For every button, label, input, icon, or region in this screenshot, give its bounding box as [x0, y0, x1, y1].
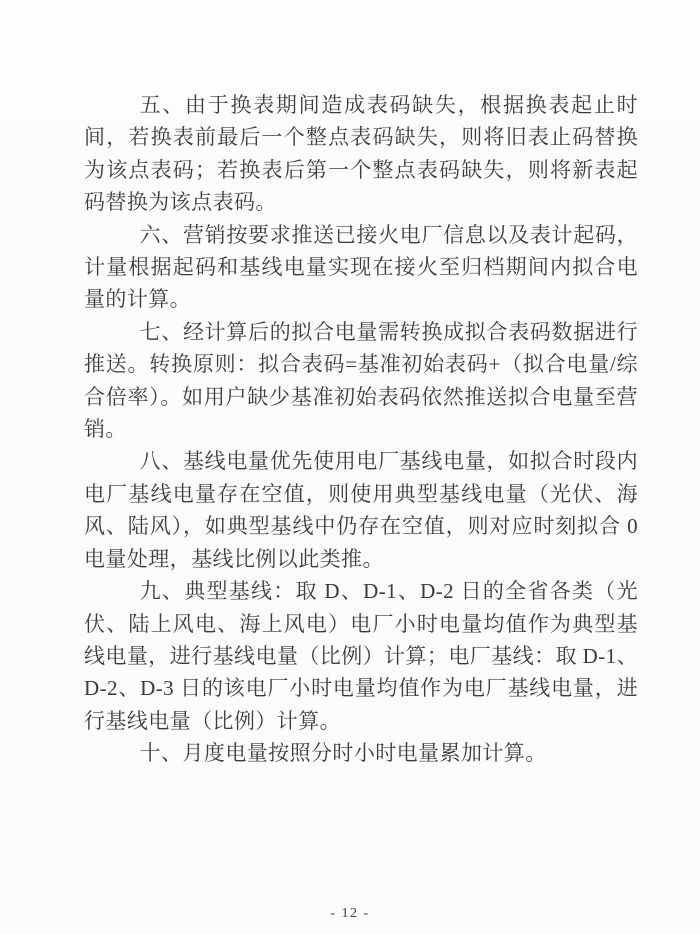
paragraph-7: 七、经计算后的拟合电量需转换成拟合表码数据进行推送。转换原则：拟合表码=基准初始表码+（拟合电量/综合倍率）。如用户缺少基准初始表码依然推送拟合电量至营销。 — [84, 319, 638, 442]
page-number: - 12 - — [330, 906, 370, 921]
document-body — [84, 89, 638, 770]
paragraph-5: 五、由于换表期间造成表码缺失，根据换表起止时间，若换表前最后一个整点表码缺失，则将旧表止码替换为该点表码；若换表后第一个整点表码缺失，则将新表起码替换为该点表码。 — [84, 93, 638, 215]
paragraph-8: 八、基线电量优先使用电厂基线电量，如拟合时段内电厂基线电量存在空值，则使用典型基线电量（光伏、海风、陆风），如典型基线中仍存在空值，则对应时刻拟合 0 电量处理，基线比例以此类推。 — [84, 449, 638, 571]
paragraph-9: 九、典型基线：取 D、D-1、D-2 日的全省各类（光伏、陆上风电、海上风电）电厂小时电量均值作为典型基线电量，进行基线电量（比例）计算；电厂基线：取 D-1、D-2、D-3 日的该电厂小时电量均值作为电厂基线电量，进行基线电量（比例）计算。 — [84, 579, 638, 733]
paragraph-10: 十、月度电量按照分时小时电量累加计算。 — [139, 741, 547, 766]
paragraph-6: 六、营销按要求推送已接火电厂信息以及表计起码，计量根据起码和基线电量实现在接火至归档期间内拟合电量的计算。 — [84, 222, 638, 312]
